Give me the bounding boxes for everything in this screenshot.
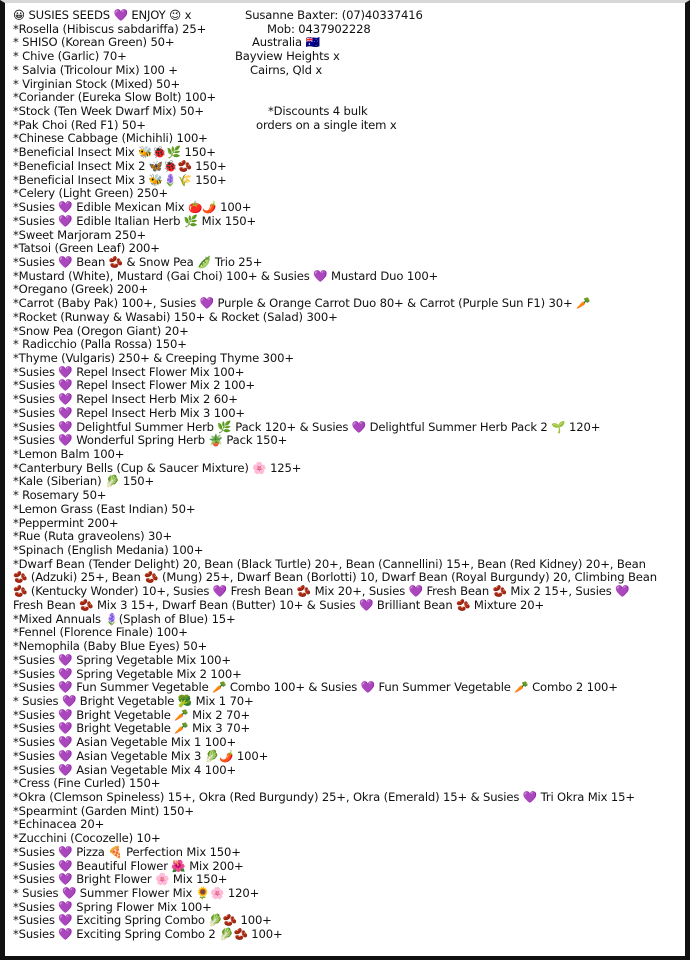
list-item: *Susies 💜 Repel Insect Flower Mix 2 100+ bbox=[13, 378, 256, 393]
list-item: *Celery (Light Green) 250+ bbox=[13, 186, 169, 201]
list-item: *Stock (Ten Week Dwarf Mix) 50+ bbox=[13, 104, 204, 119]
discount-note-line1: *Discounts 4 bulk bbox=[268, 104, 368, 118]
list-item: *Beneficial Insect Mix 3 🐝🪻🌾 150+ bbox=[13, 172, 227, 187]
list-item: *Mustard (White), Mustard (Gai Choi) 100+ & Susies 💜 Mustard Duo 100+ bbox=[13, 268, 439, 283]
list-item: *Susies 💜 Asian Vegetable Mix 3 🥬🌶️ 100+ bbox=[13, 748, 269, 763]
list-item: *Chinese Cabbage (Michihli) 100+ bbox=[13, 131, 208, 146]
list-item: *Susies 💜 Repel Insect Herb Mix 3 100+ bbox=[13, 405, 245, 420]
contact-city: Cairns, Qld x bbox=[250, 62, 323, 77]
contact-suburb: Bayview Heights x bbox=[235, 49, 340, 64]
list-item: *Oregano (Greek) 200+ bbox=[13, 282, 149, 297]
list-item: *Rocket (Runway & Wasabi) 150+ & Rocket (Salad) 300+ bbox=[13, 309, 338, 324]
list-item: *Susies 💜 Spring Flower Mix 100+ bbox=[13, 899, 212, 914]
document-title: 😀 SUSIES SEEDS 💜 ENJOY 😉 x bbox=[13, 8, 192, 22]
list-item: *Rosella (Hibiscus sabdariffa) 25+ bbox=[13, 21, 207, 36]
list-item: *Susies 💜 Exciting Spring Combo 2 🥬🫘 100+ bbox=[13, 927, 283, 942]
discount-note-line2: orders on a single item x bbox=[256, 117, 397, 132]
list-item: *Susies 💜 Bright Vegetable 🥕 Mix 3 70+ bbox=[13, 721, 251, 736]
list-item: *Susies 💜 Fun Summer Vegetable 🥕 Combo 100+ & Susies 💜 Fun Summer Vegetable 🥕 Combo 2 100+ bbox=[13, 680, 618, 695]
list-item: * SHISO (Korean Green) 50+ bbox=[13, 35, 175, 50]
list-item: *Snow Pea (Oregon Giant) 20+ bbox=[13, 323, 189, 338]
list-item: *Peppermint 200+ bbox=[13, 515, 119, 530]
list-item: *Lemon Grass (East Indian) 50+ bbox=[13, 501, 196, 516]
list-item: *Coriander (Eureka Slow Bolt) 100+ bbox=[13, 90, 217, 105]
contact-name-phone: Susanne Baxter: (07)40337416 bbox=[245, 8, 423, 22]
beans-line: 🫘 (Kentucky Wonder) 10+, Susies 💜 Fresh Bean 🫘 Mix 20+, Susies 💜 Fresh Bean 🫘 Mix 2 15+, Susies 💜 bbox=[13, 584, 630, 599]
beans-line: 🫘 (Adzuki) 25+, Bean 🫘 (Mung) 25+, Dwarf Bean (Borlotti) 10, Dwarf Bean (Royal Burgundy) 20, Climbing Bean bbox=[13, 570, 657, 585]
list-item: *Fennel (Florence Finale) 100+ bbox=[13, 625, 188, 640]
list-item: * Susies 💜 Summer Flower Mix 🌻🌸 120+ bbox=[13, 886, 260, 900]
list-item: *Mixed Annuals 🪻(Splash of Blue) 15+ bbox=[13, 611, 236, 626]
list-item: *Tatsoi (Green Leaf) 200+ bbox=[13, 241, 160, 256]
list-item: *Sweet Marjoram 250+ bbox=[13, 227, 147, 242]
list-item: *Spinach (English Medania) 100+ bbox=[13, 543, 204, 558]
list-item: *Susies 💜 Asian Vegetable Mix 1 100+ bbox=[13, 735, 237, 750]
list-item: * Rosemary 50+ bbox=[13, 488, 107, 503]
list-item: * Chive (Garlic) 70+ bbox=[13, 49, 127, 64]
list-item: *Susies 💜 Bean 🫘 & Snow Pea 🫛 Trio 25+ bbox=[13, 254, 263, 269]
list-item: *Susies 💜 Beautiful Flower 🌺 Mix 200+ bbox=[13, 858, 244, 873]
list-item: *Susies 💜 Repel Insect Flower Mix 100+ bbox=[13, 364, 245, 379]
list-item: *Kale (Siberian) 🥬 150+ bbox=[13, 474, 155, 489]
list-item: *Spearmint (Garden Mint) 150+ bbox=[13, 803, 194, 818]
list-item: *Susies 💜 Wonderful Spring Herb 🪴 Pack 150+ bbox=[13, 433, 288, 448]
list-item: *Beneficial Insect Mix 2 🦋🐞🫘 150+ bbox=[13, 158, 227, 173]
beans-paragraph bbox=[13, 558, 681, 613]
list-item: *Susies 💜 Repel Insect Herb Mix 2 60+ bbox=[13, 392, 238, 407]
list-item: *Susies 💜 Pizza 🍕 Perfection Mix 150+ bbox=[13, 844, 241, 859]
contact-country: Australia 🇦🇺 bbox=[252, 35, 320, 50]
seed-list bbox=[13, 23, 681, 558]
list-item: *Susies 💜 Asian Vegetable Mix 4 100+ bbox=[13, 762, 237, 777]
list-item: *Carrot (Baby Pak) 100+, Susies 💜 Purple & Orange Carrot Duo 80+ & Carrot (Purple Sun F1) 30+ 🥕 bbox=[13, 296, 591, 311]
list-item: *Nemophila (Baby Blue Eyes) 50+ bbox=[13, 639, 208, 654]
list-item: *Susies 💜 Spring Vegetable Mix 100+ bbox=[13, 652, 231, 667]
list-item: *Rue (Ruta graveolens) 30+ bbox=[13, 529, 173, 544]
list-item: *Okra (Clemson Spineless) 15+, Okra (Red Burgundy) 25+, Okra (Emerald) 15+ & Susies 💜 Tri Okra Mix 15+ bbox=[13, 789, 635, 804]
list-item: *Susies 💜 Bright Flower 🌸 Mix 150+ bbox=[13, 872, 228, 887]
beans-line: Fresh Bean 🫘 Mix 3 15+, Dwarf Bean (Butter) 10+ & Susies 💜 Brilliant Bean 🫘 Mixture 20+ bbox=[13, 597, 545, 612]
beans-line: *Dwarf Bean (Tender Delight) 20, Bean (Black Turtle) 20+, Bean (Cannellini) 15+, Bean (Red Kidney) 20+, Bean bbox=[13, 556, 646, 571]
list-item: * Susies 💜 Bright Vegetable 🥦 Mix 1 70+ bbox=[13, 693, 254, 708]
list-item: *Lemon Balm 100+ bbox=[13, 447, 125, 461]
list-item: *Cress (Fine Curled) 150+ bbox=[13, 776, 161, 791]
list-item: *Thyme (Vulgaris) 250+ & Creeping Thyme 300+ bbox=[13, 350, 294, 365]
list-item: * Radicchio (Palla Rossa) 150+ bbox=[13, 337, 187, 352]
list-item: *Susies 💜 Edible Italian Herb 🌿 Mix 150+ bbox=[13, 213, 257, 228]
seed-list-continued bbox=[13, 613, 681, 942]
list-item: *Canterbury Bells (Cup & Saucer Mixture) 🌸 125+ bbox=[13, 460, 302, 475]
list-item: *Beneficial Insect Mix 🐝🐞🌿 150+ bbox=[13, 145, 216, 160]
list-item: * Salvia (Tricolour Mix) 100 + bbox=[13, 62, 178, 77]
list-item: *Susies 💜 Edible Mexican Mix 🍅🌶️ 100+ bbox=[13, 200, 252, 215]
list-item: *Susies 💜 Delightful Summer Herb 🌿 Pack 120+ & Susies 💜 Delightful Summer Herb Pack 2 🌱 120+ bbox=[13, 419, 601, 434]
list-item: *Pak Choi (Red F1) 50+ bbox=[13, 117, 146, 132]
list-item: *Susies 💜 Spring Vegetable Mix 2 100+ bbox=[13, 666, 242, 681]
list-item: *Echinacea 20+ bbox=[13, 817, 105, 832]
list-item: * Virginian Stock (Mixed) 50+ bbox=[13, 76, 181, 91]
list-item: *Susies 💜 Exciting Spring Combo 🥬🫘 100+ bbox=[13, 913, 272, 928]
seed-list-document bbox=[13, 9, 681, 942]
contact-mobile: Mob: 0437902228 bbox=[267, 21, 371, 36]
list-item: *Zucchini (Cocozelle) 10+ bbox=[13, 831, 161, 846]
list-item: *Susies 💜 Bright Vegetable 🥕 Mix 2 70+ bbox=[13, 707, 251, 722]
